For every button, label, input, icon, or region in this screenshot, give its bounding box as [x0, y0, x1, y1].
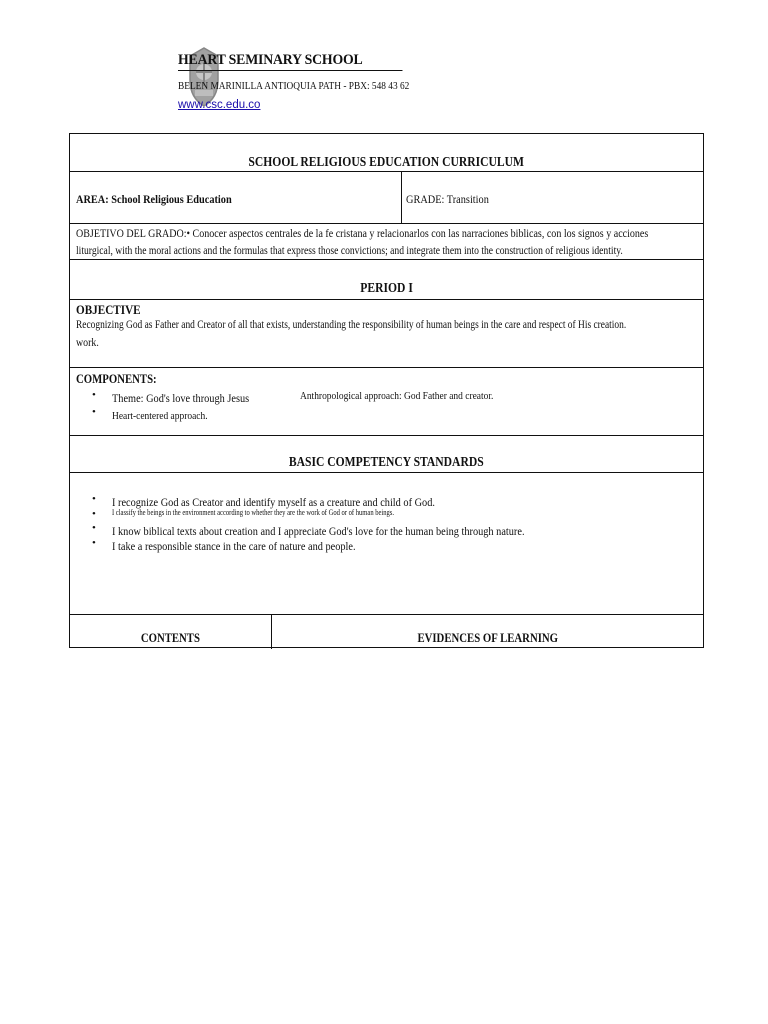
standards-list	[92, 493, 592, 552]
list-item	[92, 522, 592, 537]
list-item	[92, 406, 271, 423]
school-name: HEART SEMINARY SCHOOL	[178, 52, 402, 71]
contents-heading: CONTENTS	[140, 631, 201, 645]
grade-objective-line1: OBJETIVO DEL GRADO:• Conocer aspectos centrales de la fe cristana y relacionarlos con las narraciones biblicas, con los signos y acciones	[76, 226, 649, 240]
objective-heading: OBJECTIVE	[76, 302, 141, 317]
list-item	[92, 537, 592, 552]
anthropological-approach: Anthropological approach: God Father and creator.	[300, 390, 494, 402]
school-address: BELEN MARINILLA ANTIOQUIA PATH - PBX: 548 43 62	[178, 80, 410, 92]
standard-text: I know biblical texts about creation and I appreciate God's love for the human being through nature.	[112, 524, 525, 538]
area-grade-row	[70, 172, 703, 224]
curriculum-table	[69, 133, 704, 648]
component-text: Heart-centered approach.	[112, 410, 208, 422]
evidences-heading: EVIDENCES OF LEARNING	[417, 631, 558, 645]
contents-header-row	[70, 615, 703, 649]
area-label: AREA: School Religious Education	[76, 192, 232, 206]
standard-text: I classify the beings in the environment according to whether they are the work of God or of human beings.	[112, 508, 395, 517]
grade-objective-row	[70, 224, 703, 260]
list-item	[92, 493, 592, 508]
curriculum-title-row	[70, 134, 703, 172]
components-row	[70, 368, 703, 436]
objective-row	[70, 300, 703, 368]
standard-text: I take a responsible stance in the care of nature and people.	[112, 539, 356, 553]
component-text: Theme: God's love through Jesus	[112, 391, 250, 405]
standards-row	[70, 473, 703, 615]
website-link[interactable]: www.csc.edu.co	[178, 99, 261, 111]
list-item	[92, 508, 592, 522]
components-heading: COMPONENTS:	[76, 372, 157, 386]
list-item	[92, 389, 271, 406]
standard-text: I recognize God as Creator and identify myself as a creature and child of God.	[112, 495, 435, 509]
period-title: PERIOD I	[360, 280, 413, 295]
objective-text-continued: work.	[76, 337, 99, 349]
period-row	[70, 260, 703, 300]
curriculum-title: SCHOOL RELIGIOUS EDUCATION CURRICULUM	[248, 154, 525, 169]
objective-text: Recognizing God as Father and Creator of all that exists, understanding the responsibility of human beings in the care and respect of His creation.	[76, 319, 627, 331]
grade-label: GRADE: Transition	[406, 192, 489, 206]
standards-title-row	[70, 436, 703, 473]
grade-objective-line2: liturgical, with the moral actions and the formulas that express those convictions; and integrate them into the construction of religious identity.	[76, 243, 623, 257]
components-list	[92, 389, 271, 423]
standards-title: BASIC COMPETENCY STANDARDS	[289, 454, 484, 469]
